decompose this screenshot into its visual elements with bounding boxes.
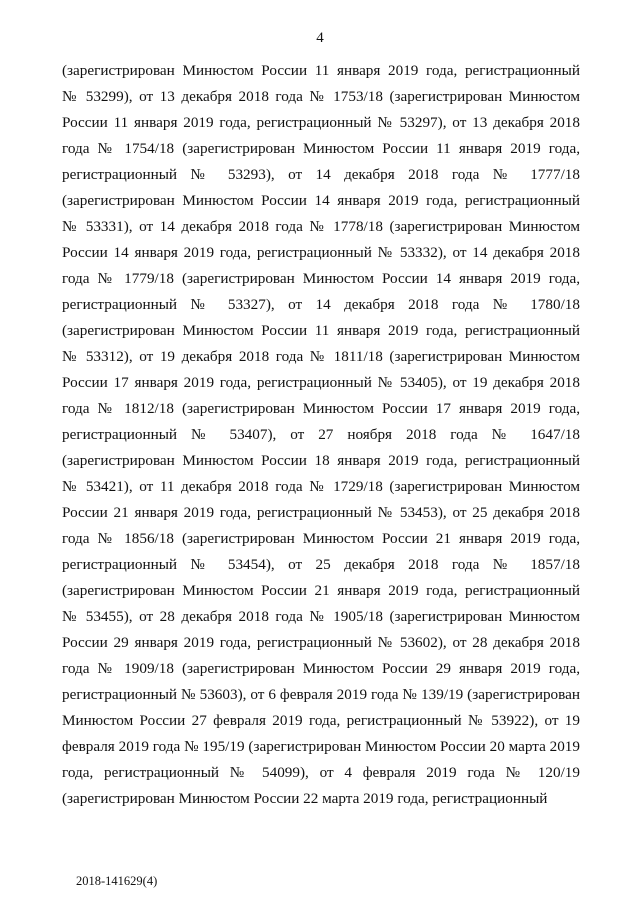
text-line: года № 1812/18 (зарегистрирован Минюстом России 17 января 2019 года, bbox=[62, 400, 580, 417]
text-line: № 53455), от 28 декабря 2018 года № 1905/18 (зарегистрирован Минюстом bbox=[62, 608, 580, 625]
text-line: года № 1779/18 (зарегистрирован Минюстом России 14 января 2019 года, bbox=[62, 270, 580, 287]
text-line: года № 1754/18 (зарегистрирован Минюстом России 11 января 2019 года, bbox=[62, 140, 580, 157]
document-code: 2018-141629(4) bbox=[76, 874, 158, 888]
text-line: (зарегистрирован Минюстом России 21 января 2019 года, регистрационный bbox=[62, 582, 580, 599]
text-line: (зарегистрирован Минюстом России 11 января 2019 года, регистрационный bbox=[62, 322, 580, 339]
text-line: (зарегистрирован Минюстом России 14 января 2019 года, регистрационный bbox=[62, 192, 580, 209]
text-line: № 53299), от 13 декабря 2018 года № 1753/18 (зарегистрирован Минюстом bbox=[62, 88, 580, 105]
text-line: России 21 января 2019 года, регистрационный № 53453), от 25 декабря 2018 bbox=[62, 504, 580, 521]
text-line: № 53421), от 11 декабря 2018 года № 1729/18 (зарегистрирован Минюстом bbox=[62, 478, 580, 495]
body-paragraph bbox=[62, 58, 580, 812]
text-line: регистрационный № 53407), от 27 ноября 2018 года № 1647/18 bbox=[62, 426, 580, 443]
text-line: регистрационный № 53603), от 6 февраля 2019 года № 139/19 (зарегистрирован bbox=[62, 686, 580, 703]
text-line: февраля 2019 года № 195/19 (зарегистрирован Минюстом России 20 марта 2019 bbox=[62, 738, 580, 755]
text-line: № 53312), от 19 декабря 2018 года № 1811/18 (зарегистрирован Минюстом bbox=[62, 348, 580, 365]
text-line: (зарегистрирован Минюстом России 18 января 2019 года, регистрационный bbox=[62, 452, 580, 469]
text-line: (зарегистрирован Минюстом России 11 января 2019 года, регистрационный bbox=[62, 62, 580, 79]
text-line: года № 1909/18 (зарегистрирован Минюстом России 29 января 2019 года, bbox=[62, 660, 580, 677]
text-line: России 17 января 2019 года, регистрационный № 53405), от 19 декабря 2018 bbox=[62, 374, 580, 391]
text-line: года № 1856/18 (зарегистрирован Минюстом России 21 января 2019 года, bbox=[62, 530, 580, 547]
text-line: России 29 января 2019 года, регистрационный № 53602), от 28 декабря 2018 bbox=[62, 634, 580, 651]
text-line: № 53331), от 14 декабря 2018 года № 1778/18 (зарегистрирован Минюстом bbox=[62, 218, 580, 235]
text-line: регистрационный № 53454), от 25 декабря 2018 года № 1857/18 bbox=[62, 556, 580, 573]
text-line: (зарегистрирован Минюстом России 22 марта 2019 года, регистрационный bbox=[62, 790, 548, 807]
text-line: регистрационный № 53327), от 14 декабря 2018 года № 1780/18 bbox=[62, 296, 580, 313]
text-line: Минюстом России 27 февраля 2019 года, регистрационный № 53922), от 19 bbox=[62, 712, 580, 729]
text-line: года, регистрационный № 54099), от 4 февраля 2019 года № 120/19 bbox=[62, 764, 580, 781]
page-number: 4 bbox=[316, 30, 324, 46]
text-line: России 14 января 2019 года, регистрационный № 53332), от 14 декабря 2018 bbox=[62, 244, 580, 261]
text-line: России 11 января 2019 года, регистрационный № 53297), от 13 декабря 2018 bbox=[62, 114, 580, 131]
text-line: регистрационный № 53293), от 14 декабря 2018 года № 1777/18 bbox=[62, 166, 580, 183]
